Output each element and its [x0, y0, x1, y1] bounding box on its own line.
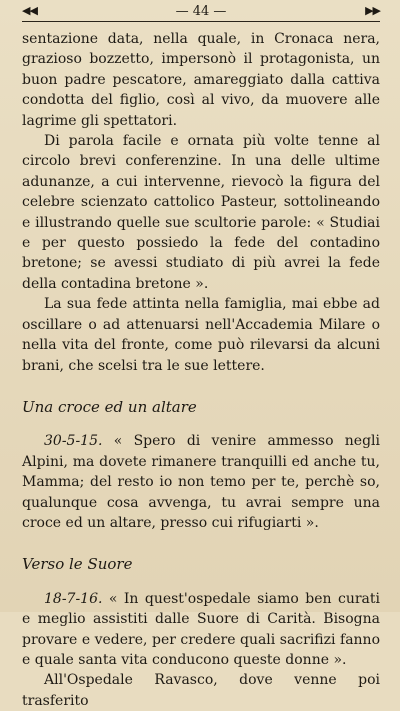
header-rule — [22, 21, 380, 22]
paragraph-hospital: All'Ospedale Ravasco, dove venne poi trasferito — [22, 672, 380, 709]
section-heading: Una croce ed un altare — [22, 397, 197, 416]
letter-text: « In quest'ospedale siamo ben curati e meglio assistiti dalle Suore di Carità. Bisogna provare e vedere, per credere quali sacrifizi fanno e quale santa vita conducono queste donne ». — [22, 590, 380, 668]
paragraph-continuation: sentazione data, nella quale, in Cronaca nera, grazioso bozzetto, impersonò il protagonista, un buon padre pescatore, amareggiato dalla cattiva condotta del figlio, così al vivo, da muovere alle lagrime gli spettatori. — [22, 31, 380, 129]
section-heading: Verso le Suore — [22, 555, 133, 574]
next-page-icon[interactable]: ▶▶ — [365, 4, 380, 17]
letter-date: 30-5-15. — [44, 433, 103, 450]
letter-date: 18-7-16. — [44, 590, 103, 607]
previous-page-icon[interactable]: ◀◀ — [22, 4, 37, 17]
page-body — [22, 29, 380, 711]
letter-entry — [22, 431, 380, 533]
paragraph-pasteur: Di parola facile e ornata più volte tenne al circolo brevi conferenzine. In una delle ultime adunanze, a cui intervenne, rievocò la figura del celebre scienzato cattolico Pasteur, sottolineando e illustrando quelle sue scultorie parole: « Studiai e per questo possiedo la fede del contadino bretone; se avessi studiato di più avrei la fede della contadina bretone ». — [22, 133, 380, 292]
letter-text: « Spero di venire ammesso negli Alpini, ma dovete rimanere tranquilli ed anche tu, Mamma; del resto io non temo per te, perchè so, qualunque cosa avvenga, tu avrai sempre una croce ed un altare, presso cui rifugiarti ». — [22, 433, 380, 531]
page-header — [22, 4, 380, 20]
page-number: — 44 — — [175, 4, 227, 19]
letter-entry — [22, 589, 380, 671]
paragraph-faith: La sua fede attinta nella famiglia, mai ebbe ad oscillare o ad attenuarsi nell'Accademia Milare o nella vita del fronte, come può rilevarsi da alcuni brani, che scelsi tra le sue lettere. — [22, 296, 380, 374]
